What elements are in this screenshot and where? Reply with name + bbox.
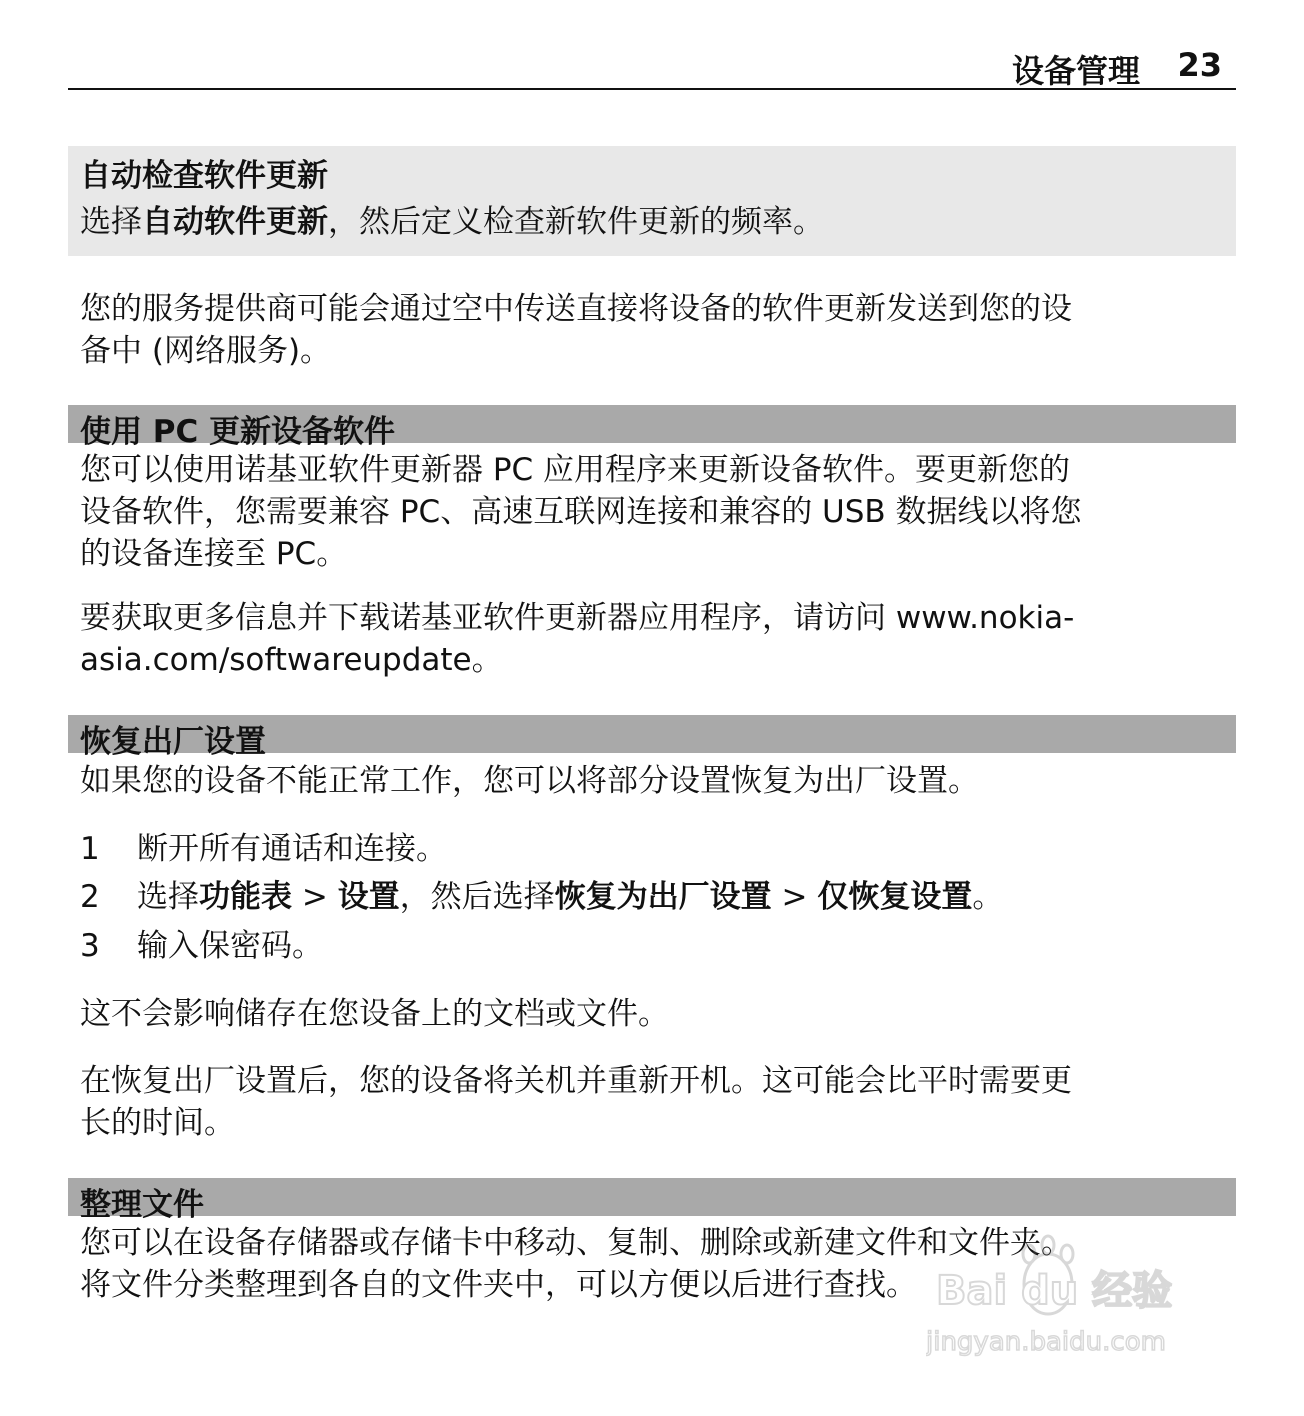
pc-update-p2-line-2: asia.com/softwareupdate。 — [80, 642, 503, 678]
section-bar-factory — [68, 715, 1236, 760]
step-text-mid: ，然后选择 — [399, 879, 555, 915]
watermark-brand: Bai du 经验 — [936, 1268, 1173, 1314]
pc-update-p1-line-3: 的设备连接至 PC。 — [80, 536, 348, 572]
tip-text — [80, 196, 824, 241]
menu-path-settings: 设置 — [337, 879, 400, 915]
step-1 — [80, 828, 447, 870]
pc-update-p2-line-1: 要获取更多信息并下载诺基亚软件更新器应用程序，请访问 www.nokia- — [80, 600, 1075, 636]
organize-line-1: 您可以在设备存储器或存储卡中移动、复制、删除或新建文件和文件夹。 — [80, 1225, 1072, 1261]
step-2 — [80, 876, 1003, 918]
menu-path-functions: 功能表 — [199, 879, 292, 915]
tip-text-pre: 选择 — [80, 204, 142, 240]
factory-intro: 如果您的设备不能正常工作，您可以将部分设置恢复为出厂设置。 — [80, 763, 979, 799]
factory-note-1: 这不会影响储存在您设备上的文档或文件。 — [80, 996, 669, 1032]
pc-update-paragraph-2 — [80, 597, 1228, 681]
step-3 — [80, 925, 323, 967]
step-text: 断开所有通话和连接。 — [137, 831, 447, 867]
step-text: 输入保密码。 — [137, 928, 323, 964]
step-text-post: 。 — [972, 879, 1004, 915]
path-separator: > — [771, 879, 818, 915]
header-section-title: 设备管理 — [1011, 52, 1140, 90]
intro-line-2: 备中 (网络服务)。 — [80, 333, 332, 369]
menu-path-restore-settings-only: 仅恢复设置 — [817, 879, 973, 915]
intro-line-1: 您的服务提供商可能会通过空中传送直接将设备的软件更新发送到您的设 — [80, 291, 1072, 327]
factory-note-2 — [80, 1060, 1228, 1144]
step-number: 2 — [80, 879, 100, 915]
pc-update-paragraph-1 — [80, 449, 1228, 575]
path-separator: > — [292, 879, 338, 915]
step-text-pre: 选择 — [137, 879, 199, 915]
section-heading-factory: 恢复出厂设置 — [80, 724, 266, 760]
intro-paragraph — [80, 288, 1228, 372]
page-header — [68, 40, 1236, 90]
tip-box — [68, 146, 1236, 256]
factory-note-2-line-2: 长的时间。 — [80, 1105, 235, 1141]
section-heading-organize: 整理文件 — [80, 1187, 204, 1223]
section-bar-pc-update — [68, 405, 1236, 450]
pc-update-p1-line-1: 您可以使用诺基亚软件更新器 PC 应用程序来更新设备软件。要更新您的 — [80, 452, 1071, 488]
section-heading-pc-update: 使用 PC 更新设备软件 — [80, 414, 396, 450]
organize-line-2: 将文件分类整理到各自的文件夹中，可以方便以后进行查找。 — [80, 1267, 917, 1303]
baidu-watermark-logo — [926, 1232, 1226, 1362]
menu-path-restore-factory: 恢复为出厂设置 — [554, 879, 772, 915]
tip-text-bold: 自动软件更新 — [142, 204, 328, 240]
tip-title: 自动检查软件更新 — [80, 158, 328, 194]
factory-note-2-line-1: 在恢复出厂设置后，您的设备将关机并重新开机。这可能会比平时需要更 — [80, 1063, 1072, 1099]
step-number: 3 — [80, 928, 100, 964]
watermark-url: jingyan.baidu.com — [926, 1327, 1166, 1357]
pc-update-p1-line-2: 设备软件，您需要兼容 PC、高速互联网连接和兼容的 USB 数据线以将您 — [80, 494, 1082, 530]
section-bar-organize — [68, 1178, 1236, 1223]
tip-text-post: ，然后定义检查新软件更新的频率。 — [328, 204, 824, 240]
step-number: 1 — [80, 831, 100, 867]
page-number: 23 — [1177, 46, 1222, 84]
